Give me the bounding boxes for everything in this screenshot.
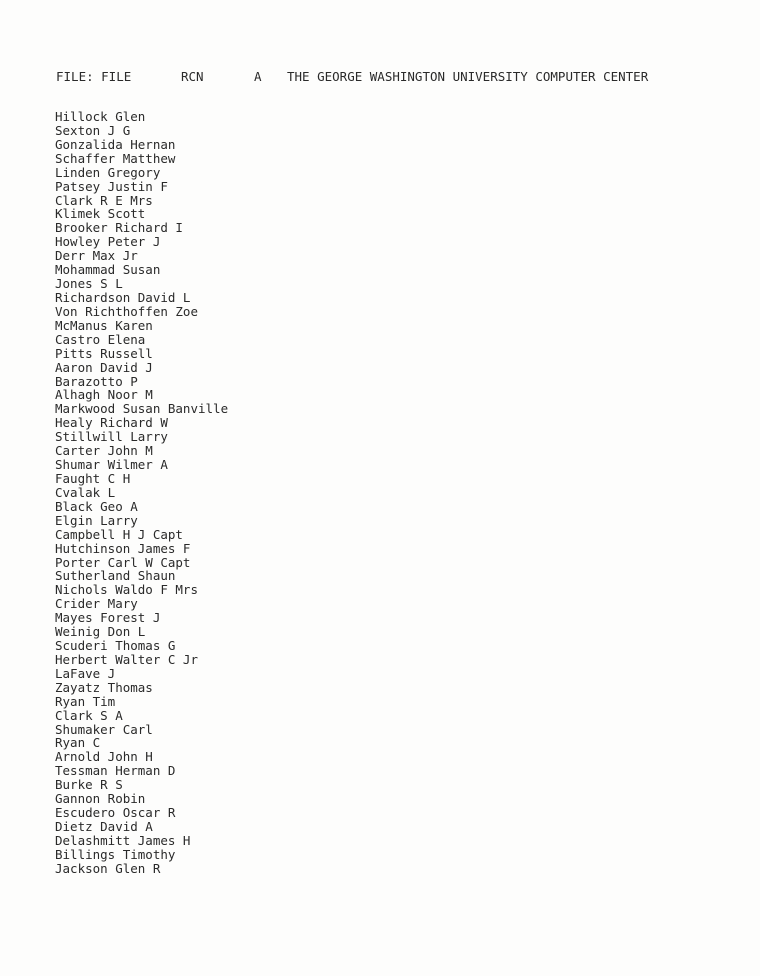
name-entry: Billings Timothy bbox=[55, 846, 176, 862]
name-entry: Black Geo A bbox=[55, 498, 138, 514]
name-entry: Zayatz Thomas bbox=[55, 679, 153, 695]
name-entry: Clark R E Mrs bbox=[55, 192, 153, 208]
name-entry: Cvalak L bbox=[55, 484, 116, 500]
name-entry: Weinig Don L bbox=[55, 624, 146, 640]
name-entry: Schaffer Matthew bbox=[55, 150, 176, 166]
name-entry: Klimek Scott bbox=[55, 206, 146, 222]
name-entry: Gonzalida Hernan bbox=[55, 136, 176, 152]
name-entry: Linden Gregory bbox=[55, 164, 161, 180]
file-label: FILE: FILE bbox=[56, 69, 132, 84]
name-entry: Sexton J G bbox=[55, 122, 131, 138]
name-entry: Tessman Herman D bbox=[55, 763, 176, 779]
name-entry: Hillock Glen bbox=[55, 109, 146, 124]
name-entry: Howley Peter J bbox=[55, 234, 161, 250]
name-entry: Nichols Waldo F Mrs bbox=[55, 582, 198, 598]
name-entry: Barazotto P bbox=[55, 373, 138, 389]
name-entry: Gannon Robin bbox=[55, 791, 146, 807]
name-entry: Healy Richard W bbox=[55, 415, 168, 431]
page-header bbox=[56, 69, 736, 85]
name-entry: LaFave J bbox=[55, 665, 116, 681]
name-entry: Shumar Wilmer A bbox=[55, 457, 168, 473]
name-entry: Richardson David L bbox=[55, 289, 191, 305]
name-entry: Crider Mary bbox=[55, 596, 138, 612]
name-entry: Alhagh Noor M bbox=[55, 387, 153, 403]
code-label: A bbox=[254, 69, 262, 84]
name-entry: Sutherland Shaun bbox=[55, 568, 176, 584]
header-title: THE GEORGE WASHINGTON UNIVERSITY COMPUTER CENTER bbox=[287, 69, 649, 84]
rcn-label: RCN bbox=[181, 69, 204, 84]
name-entry: Escudero Oscar R bbox=[55, 805, 176, 821]
name-entry: Castro Elena bbox=[55, 331, 146, 347]
name-entry: Porter Carl W Capt bbox=[55, 554, 191, 570]
name-entry: Arnold John H bbox=[55, 749, 153, 765]
name-entry: Patsey Justin F bbox=[55, 178, 168, 194]
name-entry: Pitts Russell bbox=[55, 345, 153, 361]
name-entry: Markwood Susan Banville bbox=[55, 401, 229, 417]
name-entry: Clark S A bbox=[55, 707, 123, 723]
name-entry: Faught C H bbox=[55, 470, 131, 486]
name-entry: Herbert Walter C Jr bbox=[55, 651, 198, 667]
name-list bbox=[55, 110, 228, 876]
name-entry: McManus Karen bbox=[55, 317, 153, 333]
name-entry: Aaron David J bbox=[55, 359, 153, 375]
name-entry: Campbell H J Capt bbox=[55, 526, 183, 542]
name-entry: Elgin Larry bbox=[55, 512, 138, 528]
name-entry: Jackson Glen R bbox=[55, 860, 161, 876]
name-entry: Brooker Richard I bbox=[55, 220, 183, 236]
name-entry: Dietz David A bbox=[55, 819, 153, 835]
name-entry: Mayes Forest J bbox=[55, 610, 161, 626]
name-entry: Mohammad Susan bbox=[55, 262, 161, 278]
name-entry: Burke R S bbox=[55, 777, 123, 793]
name-entry: Hutchinson James F bbox=[55, 540, 191, 556]
name-entry: Carter John M bbox=[55, 443, 153, 459]
name-entry: Von Richthoffen Zoe bbox=[55, 303, 198, 319]
name-entry: Delashmitt James H bbox=[55, 832, 191, 848]
name-entry: Ryan C bbox=[55, 735, 101, 751]
name-entry: Jones S L bbox=[55, 276, 123, 292]
name-entry: Scuderi Thomas G bbox=[55, 638, 176, 654]
name-entry: Derr Max Jr bbox=[55, 248, 138, 264]
name-entry: Ryan Tim bbox=[55, 693, 116, 709]
name-entry: Shumaker Carl bbox=[55, 721, 153, 737]
name-entry: Stillwill Larry bbox=[55, 429, 168, 445]
